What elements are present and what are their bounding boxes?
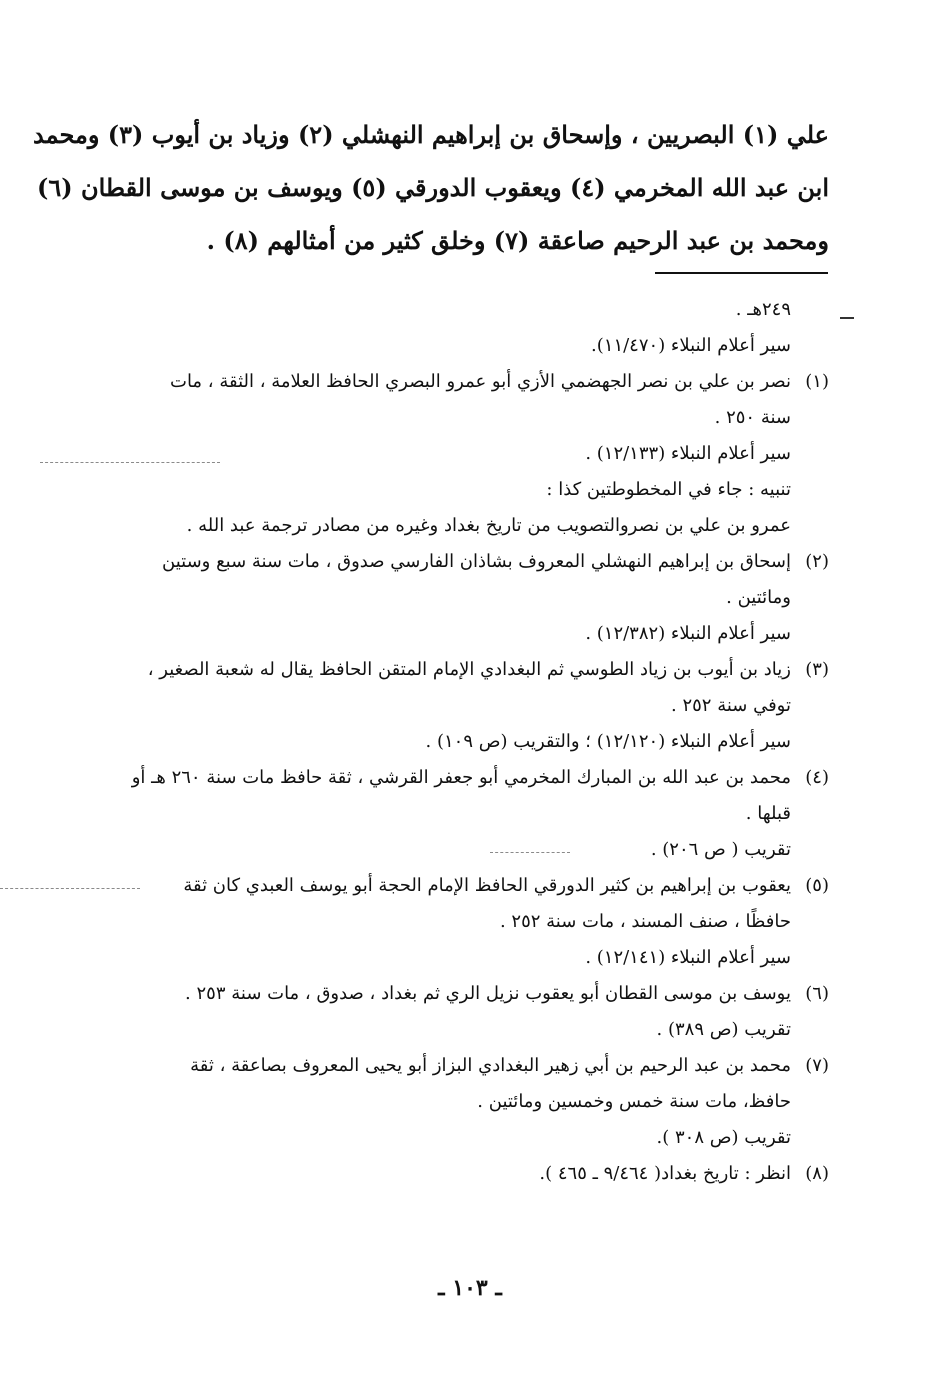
footnote-8 bbox=[114, 1156, 829, 1192]
footnote-text: زياد بن أيوب بن زياد الطوسي ثم البغدادي الإمام المتقن الحافظ يقال له شعبة الصغير ، bbox=[147, 659, 791, 680]
footnote-number: (٧) bbox=[805, 1055, 829, 1076]
footnote-5 bbox=[114, 868, 829, 904]
footnote-line: سير أعلام النبلاء (١٢/١٤١) . bbox=[585, 947, 791, 968]
footnote-line: حافظًا ، صنف المسند ، مات سنة ٢٥٢ . bbox=[499, 911, 791, 932]
footnote-line: سير أعلام النبلاء (١٢/١٢٠) ؛ والتقريب (ص ١٠٩) . bbox=[425, 731, 791, 752]
footnote-1 bbox=[114, 364, 829, 400]
page-number: ـ ١٠٣ ـ bbox=[438, 1275, 502, 1301]
margin-mark bbox=[840, 317, 854, 319]
footnote-line: تقريب ( ص ٢٠٦) . bbox=[650, 839, 791, 860]
footnote-number: (٥) bbox=[805, 875, 829, 896]
main-text-block bbox=[33, 108, 829, 267]
footnote-line: سير أعلام النبلاء (١٢/١٣٣) . bbox=[585, 443, 791, 464]
footnote-line: قبلها . bbox=[745, 803, 791, 824]
footnote-number: (٢) bbox=[805, 551, 829, 572]
footnote-line: عمرو بن علي بن نصروالتصويب من تاريخ بغداد وغيره من مصادر ترجمة عبد الله . bbox=[186, 515, 791, 536]
footnote-line: تقريب (ص ٣٠٨ ). bbox=[656, 1127, 791, 1148]
footnote-line: تقريب (ص ٣٨٩) . bbox=[656, 1019, 791, 1040]
footnote-3 bbox=[114, 652, 829, 688]
footnote-number: (٤) bbox=[805, 767, 829, 788]
main-text-line: ابن عبد الله المخرمي (٤) ويعقوب الدورقي (٥) ويوسف بن موسى القطان (٦) bbox=[37, 173, 829, 202]
footnote-line: سنة ٢٥٠ . bbox=[714, 407, 791, 428]
footnote-line: ومائتين . bbox=[726, 587, 791, 608]
footnote-number: (١) bbox=[805, 371, 829, 392]
footnote-separator bbox=[655, 272, 828, 274]
footnote-text: محمد بن عبد الرحيم بن أبي زهير البغدادي البزاز أبو يحيى المعروف بصاعقة ، ثقة bbox=[190, 1055, 791, 1076]
footnote-number: (٦) bbox=[805, 983, 829, 1004]
footnote-line: حافظ، مات سنة خمس وخمسين ومائتين . bbox=[477, 1091, 791, 1112]
footnote-line: تنبيه : جاء في المخطوطتين كذا : bbox=[546, 479, 791, 500]
footnote-number: (٨) bbox=[805, 1163, 829, 1184]
footnote-text: إسحاق بن إبراهيم النهشلي المعروف بشاذان الفارسي صدوق ، مات سنة سبع وستين bbox=[162, 551, 791, 572]
footnote-number: (٣) bbox=[805, 659, 829, 680]
footnote-7 bbox=[114, 1048, 829, 1084]
footnote-6 bbox=[114, 976, 829, 1012]
footnote-4 bbox=[114, 760, 829, 796]
footnote-text: انظر : تاريخ بغداد( ٩/٤٦٤ ـ ٤٦٥ ). bbox=[539, 1163, 791, 1184]
footnote-carry-line: سير أعلام النبلاء (١١/٤٧٠). bbox=[591, 335, 791, 356]
footnote-text: يوسف بن موسى القطان أبو يعقوب نزيل الري ثم بغداد ، صدوق ، مات سنة ٢٥٣ . bbox=[185, 983, 791, 1004]
footnote-line: سير أعلام النبلاء (١٢/٣٨٢) . bbox=[585, 623, 791, 644]
footnote-2 bbox=[114, 544, 829, 580]
main-text-line: ومحمد بن عبد الرحيم صاعقة (٧) وخلق كثير من أمثالهم (٨) . bbox=[206, 226, 829, 255]
footnote-text: يعقوب بن إبراهيم بن كثير الدورقي الحافظ الإمام الحجة أبو يوسف العبدي كان ثقة bbox=[183, 875, 791, 896]
main-text-line: علي (١) البصريين ، وإسحاق بن إبراهيم النهشلي (٢) وزياد بن أيوب (٣) ومحمد bbox=[33, 120, 829, 149]
footnote-line: توفي سنة ٢٥٢ . bbox=[671, 695, 791, 716]
footnote-carry-line: ٢٤٩هـ . bbox=[735, 299, 791, 320]
footnote-text: محمد بن عبد الله بن المبارك المخرمي أبو جعفر القرشي ، ثقة حافظ مات سنة ٢٦٠ هـ أو bbox=[131, 767, 791, 788]
footnotes-block bbox=[114, 292, 829, 1192]
footnote-text: نصر بن علي بن نصر الجهضمي الأزي أبو عمرو البصري الحافظ العلامة ، الثقة ، مات bbox=[170, 371, 791, 392]
